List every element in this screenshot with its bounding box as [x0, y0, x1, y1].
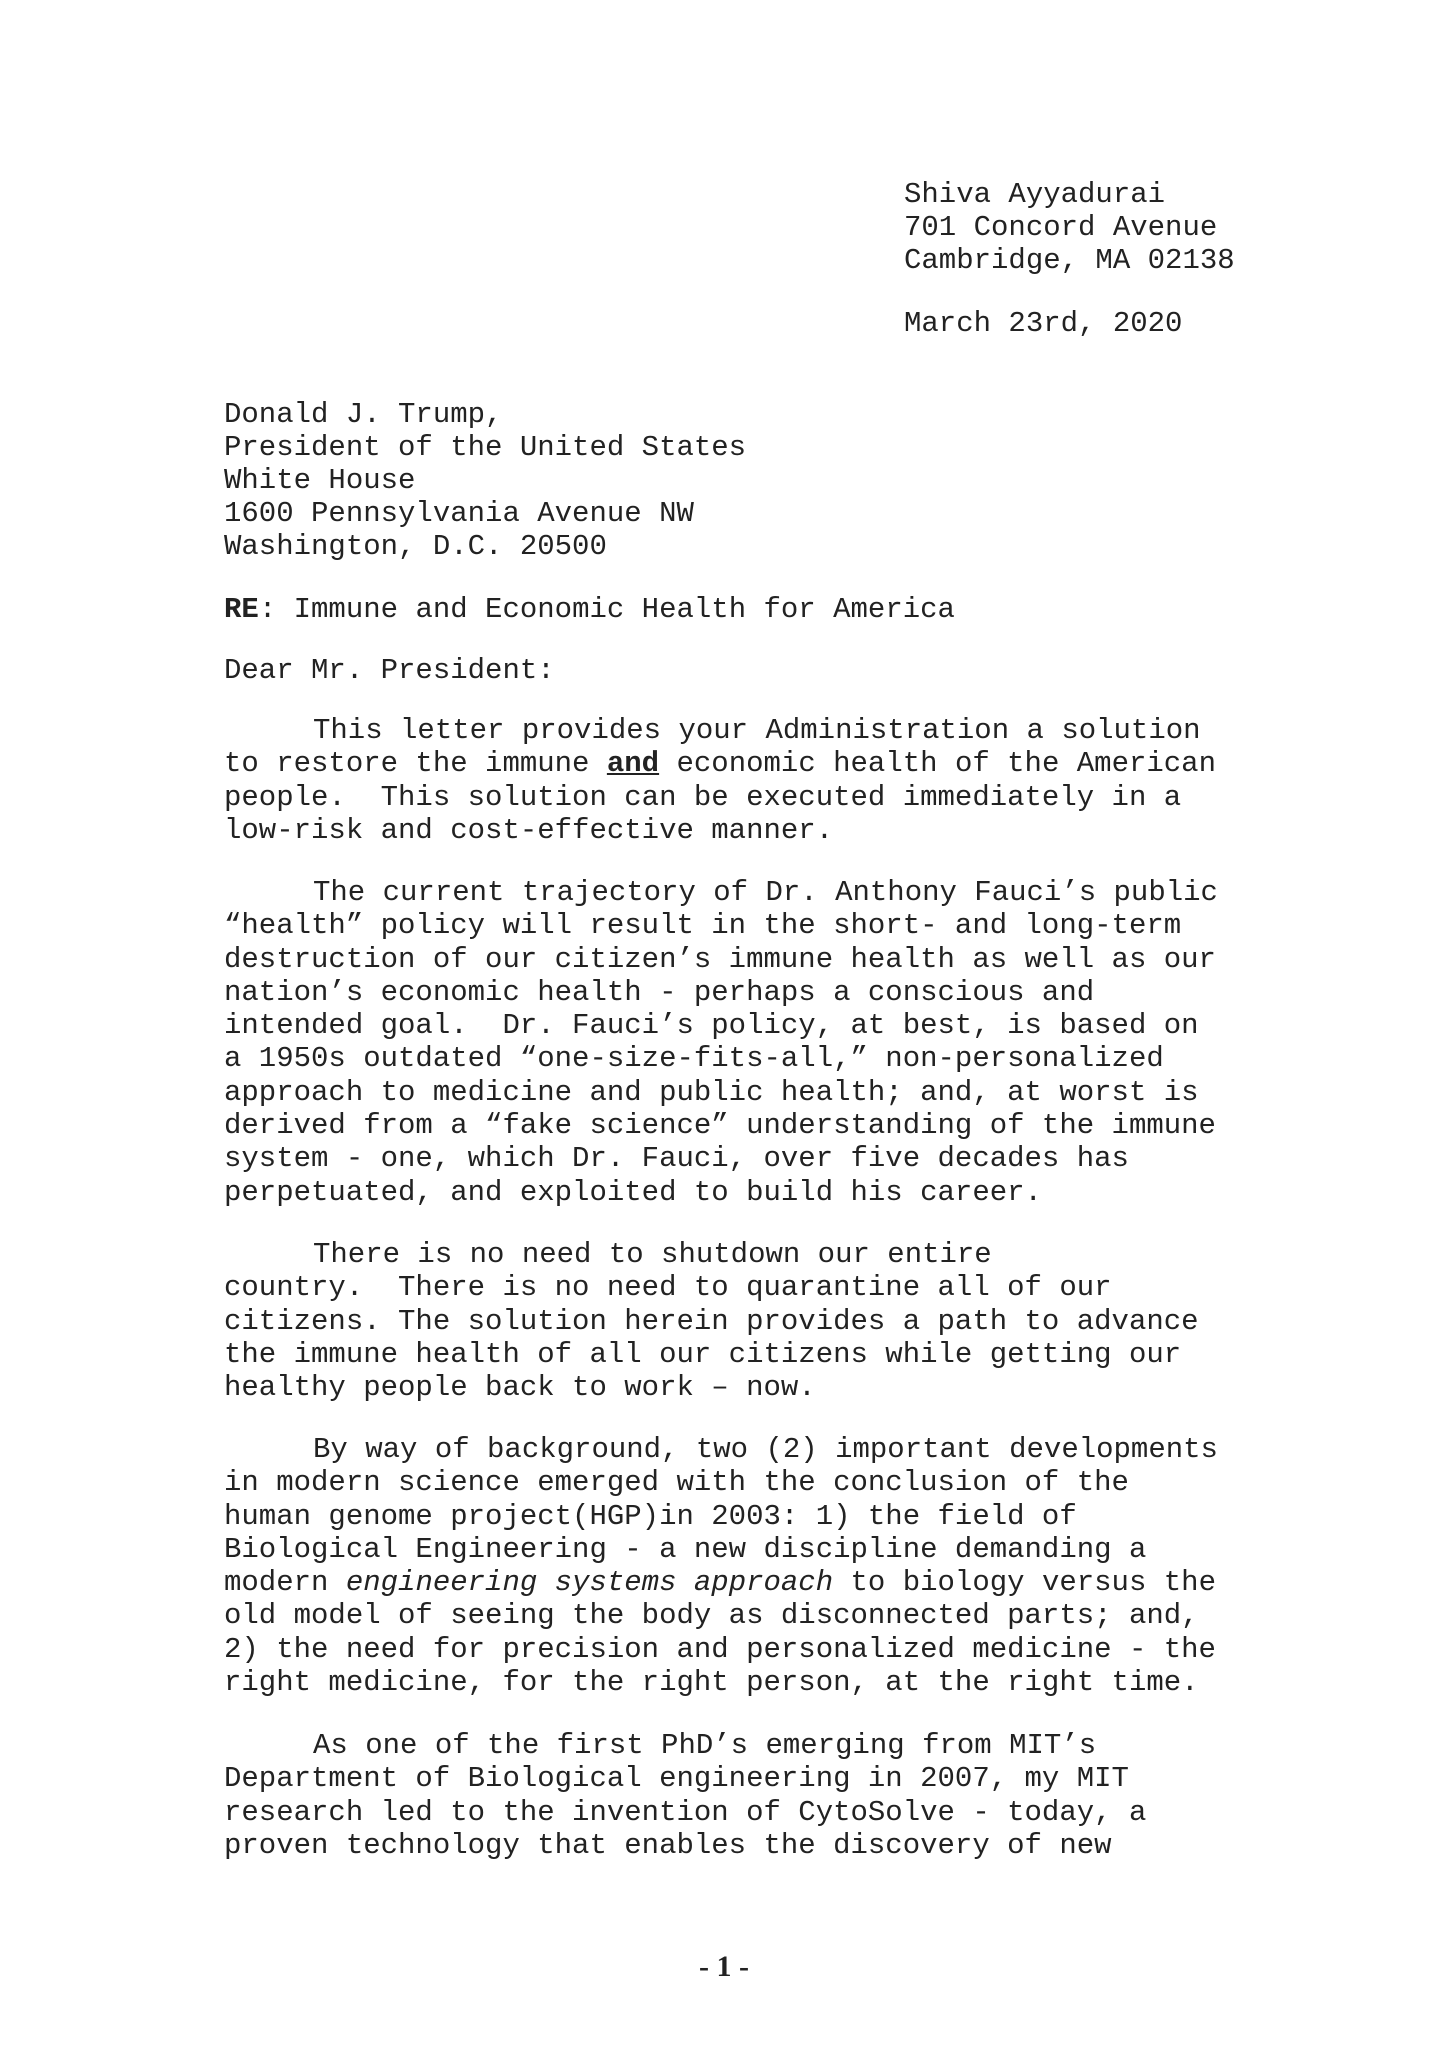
paragraph-line: Biological Engineering - a new discipline demanding a: [224, 1532, 1147, 1566]
paragraph-line: research led to the invention of CytoSolve - today, a: [224, 1795, 1147, 1829]
paragraph-5: [224, 1729, 1146, 1862]
paragraph-line: people. This solution can be executed immediately in a: [224, 780, 1182, 814]
subject-label: RE: [224, 593, 259, 626]
sender-city: Cambridge, MA 02138: [904, 244, 1235, 277]
recipient-street: 1600 Pennsylvania Avenue NW: [224, 497, 694, 530]
paragraph-line: derived from a “fake science” understanding of the immune: [224, 1109, 1216, 1143]
letter-date: March 23rd, 2020: [904, 307, 1183, 340]
paragraph-line: As one of the first PhD’s emerging from MIT’s: [313, 1729, 1097, 1762]
emphasis-and: and: [606, 747, 660, 781]
paragraph-line: perpetuated, and exploited to build his career.: [224, 1175, 1042, 1209]
paragraph-line: right medicine, for the right person, at the right time.: [224, 1666, 1199, 1700]
subject-text: : Immune and Economic Health for America: [258, 593, 955, 626]
salutation: Dear Mr. President:: [224, 654, 555, 687]
text-run: modern: [224, 1566, 346, 1600]
paragraph-line: “health” policy will result in the short- and long-term: [224, 909, 1182, 943]
paragraph-line: [224, 747, 1216, 780]
text-run: economic health of the American: [659, 747, 1216, 781]
paragraph-line: There is no need to shutdown our entire: [313, 1238, 992, 1271]
paragraph-line: old model of seeing the body as disconnected parts; and,: [224, 1599, 1199, 1633]
paragraph-line: a 1950s outdated “one-size-fits-all,” non-personalized: [224, 1042, 1164, 1076]
paragraph-line: approach to medicine and public health; and, at worst is: [224, 1075, 1199, 1109]
text-run: to restore the immune: [224, 747, 607, 781]
text-run: to biology versus the: [833, 1566, 1216, 1600]
paragraph-line: Department of Biological engineering in 2007, my MIT: [224, 1762, 1129, 1796]
paragraph-line: intended goal. Dr. Fauci’s policy, at best, is based on: [224, 1009, 1199, 1043]
paragraph-line: country. There is no need to quarantine all of our: [224, 1271, 1112, 1305]
sender-name: Shiva Ayyadurai: [904, 178, 1166, 211]
recipient-org: White House: [224, 464, 416, 497]
recipient-title: President of the United States: [224, 431, 747, 464]
paragraph-line: healthy people back to work – now.: [224, 1371, 816, 1405]
paragraph-line: 2) the need for precision and personalized medicine - the: [224, 1632, 1216, 1666]
page-number: - 1 -: [699, 1950, 749, 1983]
sender-street: 701 Concord Avenue: [904, 211, 1218, 244]
paragraph-line: [224, 1566, 1218, 1599]
paragraph-line: the immune health of all our citizens while getting our: [224, 1337, 1182, 1371]
paragraph-4: [224, 1433, 1218, 1699]
recipient-city: Washington, D.C. 20500: [224, 530, 607, 563]
paragraph-line: destruction of our citizen’s immune health as well as our: [224, 942, 1216, 976]
paragraph-line: proven technology that enables the discovery of new: [224, 1828, 1112, 1862]
subject-line: [224, 593, 955, 626]
paragraph-3: [224, 1238, 1199, 1404]
paragraph-1: [224, 714, 1216, 847]
paragraph-line: low-risk and cost-effective manner.: [224, 813, 834, 847]
paragraph-line: nation’s economic health - perhaps a conscious and: [224, 975, 1095, 1009]
paragraph-line: system - one, which Dr. Fauci, over five decades has: [224, 1142, 1129, 1176]
paragraph-line: This letter provides your Administration a solution: [313, 714, 1201, 747]
paragraph-line: in modern science emerged with the conclusion of the: [224, 1466, 1129, 1500]
paragraph-line: The current trajectory of Dr. Anthony Fauci’s public: [313, 876, 1218, 909]
paragraph-line: human genome project(HGP)in 2003: 1) the field of: [224, 1499, 1077, 1533]
recipient-name: Donald J. Trump,: [224, 398, 503, 431]
paragraph-line: By way of background, two (2) important developments: [313, 1433, 1218, 1466]
paragraph-2: [224, 876, 1218, 1209]
paragraph-line: citizens. The solution herein provides a path to advance: [224, 1304, 1199, 1338]
emphasis-systems-approach: engineering systems approach: [345, 1566, 834, 1600]
